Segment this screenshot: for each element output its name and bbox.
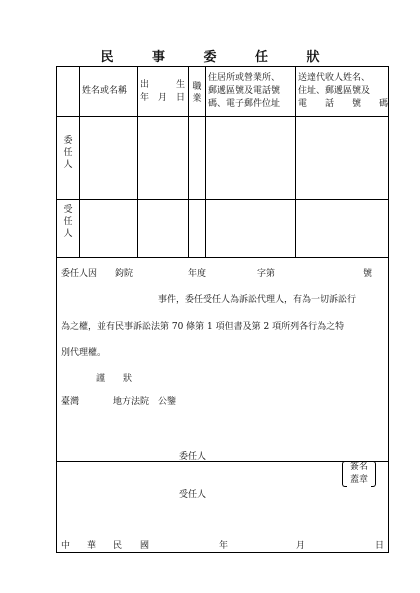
- header-address-3: 碼、電子郵件位址: [208, 99, 281, 109]
- column-divider: [137, 67, 138, 257]
- left-bracket: [342, 461, 347, 487]
- sign-label: 簽名: [349, 462, 368, 472]
- header-name: 姓名或名稱: [82, 86, 128, 96]
- header-address-1: 住居所或營業所、: [208, 73, 281, 83]
- header-service-1: 送達代收人姓名、: [298, 73, 371, 83]
- date-zhong: 中: [61, 541, 71, 551]
- case-word: 字第: [257, 269, 276, 279]
- column-divider: [79, 67, 80, 257]
- column-divider: [295, 67, 296, 257]
- header-birth-date: 年 月 日: [140, 93, 186, 103]
- date-hua: 華: [87, 541, 97, 551]
- signature-agent: 受任人: [179, 490, 207, 500]
- signature-divider: [57, 461, 388, 462]
- header-address-2: 郵遞區號及電話號: [208, 86, 281, 96]
- case-number: 號: [363, 269, 373, 279]
- case-court: 鈞院: [115, 269, 134, 279]
- case-year: 年度: [188, 269, 207, 279]
- body-line-3: 別代理權。: [61, 348, 107, 358]
- row-label-agent: 受任人: [63, 205, 73, 239]
- header-birth: 出 生: [140, 80, 186, 90]
- document-title: 民 事 委 任 狀: [100, 50, 337, 65]
- header-occupation: 職業: [192, 82, 202, 104]
- seal-label: 蓋章: [349, 475, 368, 485]
- form-frame: [56, 66, 389, 553]
- date-day: 日: [375, 541, 385, 551]
- date-month: 月: [296, 541, 306, 551]
- sign-seal-mark: [342, 461, 376, 487]
- case-prefix: 委任人因: [61, 269, 98, 279]
- column-divider: [205, 67, 206, 257]
- date-guo: 國: [140, 541, 150, 551]
- row-divider: [57, 199, 388, 200]
- date-min: 民: [113, 541, 123, 551]
- signature-principal: 委任人: [179, 452, 207, 462]
- table-bottom-border: [57, 257, 388, 258]
- header-service-3: 電 話 號 碼: [298, 99, 389, 109]
- body-line-1: 事件，委任受任人為訴訟代理人，有為一切訴訟行: [158, 295, 357, 305]
- column-divider: [188, 67, 189, 257]
- header-service-2: 住址、郵遞區號及: [298, 86, 371, 96]
- closing-taiwan: 臺灣: [61, 397, 80, 407]
- body-line-2: 為之權，並有民事訴訟法第 70 條第 1 項但書及第 2 項所列各行為之特: [61, 322, 345, 332]
- right-bracket: [371, 461, 376, 487]
- header-divider: [57, 116, 388, 117]
- closing-court: 地方法院 公鑒: [113, 397, 177, 407]
- date-year: 年: [219, 541, 229, 551]
- row-label-principal: 委任人: [63, 136, 73, 170]
- closing-respect: 謹 狀: [96, 374, 133, 384]
